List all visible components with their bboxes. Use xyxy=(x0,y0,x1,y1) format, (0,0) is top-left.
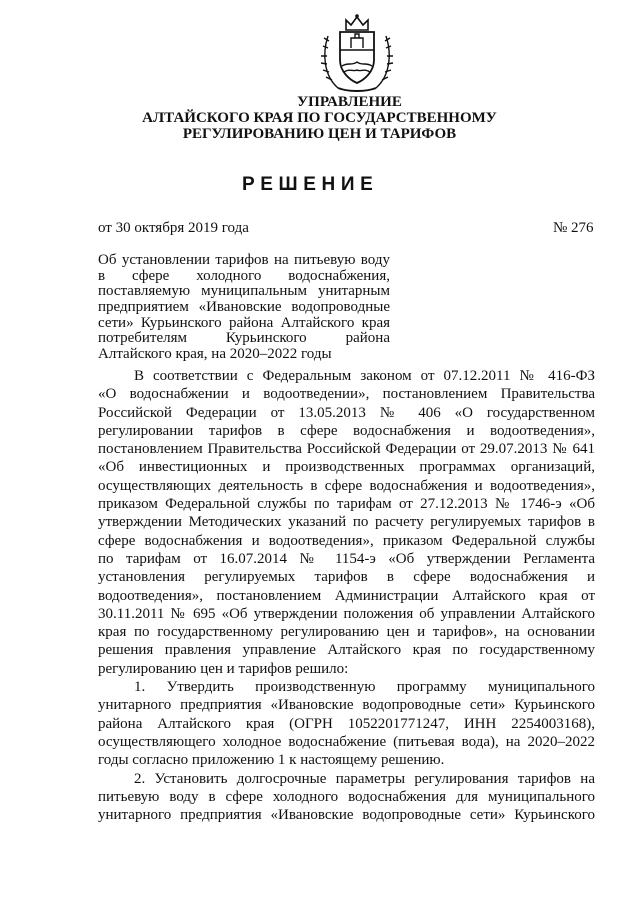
document-subject xyxy=(98,253,390,363)
preamble-line: приказом Федеральной службы по тарифам от 27.12.2013 № 1746-э «Об xyxy=(98,496,595,513)
preamble-line: Российской Федерации от 13.05.2013 № 406 «О государственном xyxy=(98,404,595,421)
altai-krai-coat-of-arms-icon xyxy=(318,10,396,94)
preamble-line: В соответствии с Федеральным законом от 07.12.2011 № 416-ФЗ xyxy=(134,368,595,384)
preamble-line: по тарифам от 16.07.2014 № 1154-э «Об утверждении Регламента xyxy=(98,550,595,567)
document-body xyxy=(98,367,595,824)
subject-line: предприятием «Ивановские водопроводные xyxy=(98,299,390,316)
preamble-line: постановлением Правительства Российской Федерации от 29.07.2013 № 641 xyxy=(98,441,595,458)
item2-line: питьевую воду в сфере холодного водоснабжения для муниципального xyxy=(98,788,595,805)
preamble-line: регулированию цен и тарифов решило: xyxy=(98,660,349,677)
subject-line: сети» Курьинского района Алтайского края xyxy=(98,314,390,331)
item1-line: района Алтайского края (ОГРН 1052201771247, ИНН 2254003168), xyxy=(98,715,595,732)
item2-line: 2. Установить долгосрочные параметры регулирования тарифов на xyxy=(134,770,595,787)
preamble-line: регулировании тарифов в сфере водоснабжения и водоотведения», xyxy=(98,422,595,439)
preamble-line: водоотведения», постановлением Администрации Алтайского края от xyxy=(98,587,595,604)
item1-line: 1. Утвердить производственную программу муниципального xyxy=(134,679,595,696)
decision-item-2 xyxy=(98,770,595,825)
item2-line: унитарного предприятия «Ивановские водопроводные сети» Курьинского xyxy=(98,807,595,824)
preamble-line: решения правления управление Алтайского края по государственному xyxy=(98,642,595,659)
item1-line: осуществляющего холодное водоснабжение (питьевая вода), на 2020–2022 xyxy=(98,733,595,750)
preamble-line: 30.11.2011 № 695 «Об утверждении положения об управлении Алтайского xyxy=(98,605,595,622)
document-type-title: РЕШЕНИЕ xyxy=(242,174,379,195)
preamble-line: установления регулируемых тарифов в сфере водоснабжения и xyxy=(98,569,595,586)
preamble-line: сфере водоснабжения и водоотведения», приказом Федеральной службы xyxy=(98,532,595,549)
agency-name xyxy=(0,94,639,142)
subject-line: поставляемую муниципальным унитарным xyxy=(98,283,390,300)
agency-line-3: РЕГУЛИРОВАНИЮ ЦЕН И ТАРИФОВ xyxy=(182,126,457,142)
decision-item-1 xyxy=(98,678,595,769)
item1-line: годы согласно приложению 1 к настоящему решению. xyxy=(98,752,445,769)
subject-line: Алтайского края, на 2020–2022 годы xyxy=(98,346,332,363)
subject-line: потребителям Курьинского района xyxy=(98,330,390,347)
preamble-line: края по государственному регулированию цен и тарифов», на основании xyxy=(98,624,595,641)
preamble-line: осуществляющих деятельность в сфере водоснабжения и водоотведения», xyxy=(98,477,595,494)
preamble-line: «О водоснабжении и водоотведении», постановлением Правительства xyxy=(98,386,595,403)
subject-line: Об установлении тарифов на питьевую воду xyxy=(98,252,390,268)
document-date: от 30 октября 2019 года xyxy=(98,220,249,236)
subject-line: в сфере холодного водоснабжения, xyxy=(98,267,390,284)
preamble-line: «Об инвестиционных и производственных программах организаций, xyxy=(98,459,595,476)
document-number: № 276 xyxy=(553,220,594,236)
agency-line-1: УПРАВЛЕНИЕ xyxy=(297,94,402,110)
preamble-line: утверждении Методических указаний по расчету регулируемых тарифов в xyxy=(98,514,595,531)
item1-line: унитарного предприятия «Ивановские водопроводные сети» Курьинского xyxy=(98,697,595,714)
preamble-paragraph xyxy=(98,367,595,678)
agency-line-2: АЛТАЙСКОГО КРАЯ ПО ГОСУДАРСТВЕННОМУ xyxy=(142,110,497,126)
